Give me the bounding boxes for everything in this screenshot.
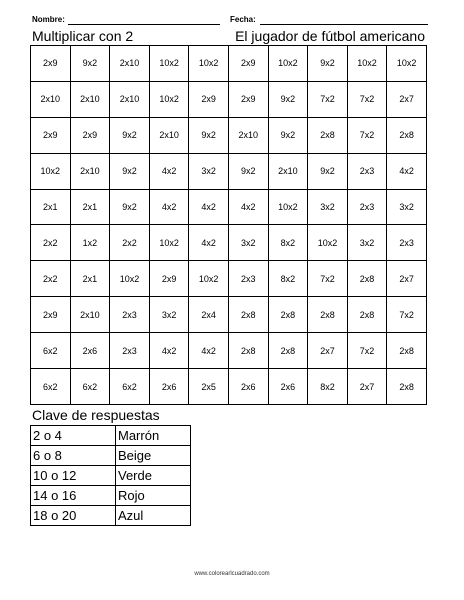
- grid-cell[interactable]: 2x2: [31, 261, 71, 297]
- grid-cell[interactable]: 8x2: [308, 369, 348, 405]
- grid-cell[interactable]: 2x8: [228, 297, 268, 333]
- grid-cell[interactable]: 2x10: [149, 117, 189, 153]
- grid-cell[interactable]: 2x6: [228, 369, 268, 405]
- answer-key-range: 18 o 20: [31, 506, 116, 526]
- grid-cell[interactable]: 2x8: [228, 333, 268, 369]
- grid-cell[interactable]: 9x2: [268, 81, 308, 117]
- answer-key-range: 14 o 16: [31, 486, 116, 506]
- answer-key-color: Azul: [116, 506, 191, 526]
- multiplication-grid: [30, 45, 427, 405]
- grid-cell[interactable]: 2x1: [31, 189, 71, 225]
- grid-cell[interactable]: 2x8: [387, 333, 427, 369]
- grid-cell[interactable]: 2x3: [347, 153, 387, 189]
- answer-key-range: 6 o 8: [31, 446, 116, 466]
- grid-cell[interactable]: 2x10: [70, 81, 110, 117]
- grid-cell[interactable]: 10x2: [308, 225, 348, 261]
- worksheet-title: Multiplicar con 2: [32, 28, 134, 44]
- grid-cell[interactable]: 2x10: [268, 153, 308, 189]
- grid-cell[interactable]: 10x2: [149, 46, 189, 82]
- grid-cell[interactable]: 3x2: [347, 225, 387, 261]
- grid-cell[interactable]: 8x2: [268, 225, 308, 261]
- name-line: [68, 24, 220, 25]
- grid-cell[interactable]: 2x3: [387, 225, 427, 261]
- grid-cell[interactable]: 6x2: [31, 369, 71, 405]
- grid-cell[interactable]: 3x2: [149, 297, 189, 333]
- grid-cell[interactable]: 4x2: [189, 189, 229, 225]
- name-label: Nombre:: [32, 15, 65, 24]
- grid-cell[interactable]: 7x2: [387, 297, 427, 333]
- grid-cell[interactable]: 9x2: [110, 189, 150, 225]
- grid-row: [31, 46, 427, 82]
- grid-cell[interactable]: 10x2: [268, 189, 308, 225]
- grid-cell[interactable]: 2x2: [110, 225, 150, 261]
- grid-cell[interactable]: 7x2: [347, 81, 387, 117]
- grid-row: [31, 225, 427, 261]
- grid-cell[interactable]: 2x9: [189, 81, 229, 117]
- date-line: [260, 24, 428, 25]
- grid-cell[interactable]: 10x2: [149, 225, 189, 261]
- grid-cell[interactable]: 2x3: [110, 333, 150, 369]
- grid-cell[interactable]: 2x3: [347, 189, 387, 225]
- answer-key-row: [31, 466, 191, 486]
- grid-cell[interactable]: 2x8: [308, 297, 348, 333]
- answer-key-color: Rojo: [116, 486, 191, 506]
- grid-row: [31, 261, 427, 297]
- grid-cell[interactable]: 4x2: [149, 153, 189, 189]
- grid-cell[interactable]: 2x4: [189, 297, 229, 333]
- grid-row: [31, 369, 427, 405]
- grid-row: [31, 297, 427, 333]
- grid-cell[interactable]: 2x9: [31, 46, 71, 82]
- grid-cell[interactable]: 4x2: [228, 189, 268, 225]
- grid-cell[interactable]: 2x1: [70, 189, 110, 225]
- header-row: [30, 12, 430, 26]
- grid-cell[interactable]: 2x6: [268, 369, 308, 405]
- grid-cell[interactable]: 2x9: [70, 117, 110, 153]
- grid-cell[interactable]: 3x2: [387, 189, 427, 225]
- grid-cell[interactable]: 9x2: [189, 117, 229, 153]
- answer-key-row: [31, 426, 191, 446]
- grid-cell[interactable]: 2x5: [189, 369, 229, 405]
- answer-key-table: [30, 425, 191, 526]
- grid-cell[interactable]: 10x2: [189, 261, 229, 297]
- grid-cell[interactable]: 2x10: [70, 153, 110, 189]
- grid-cell[interactable]: 2x7: [308, 333, 348, 369]
- grid-cell[interactable]: 2x3: [110, 297, 150, 333]
- grid-cell[interactable]: 2x9: [31, 117, 71, 153]
- grid-row: [31, 153, 427, 189]
- picture-title: El jugador de fútbol americano: [235, 28, 425, 44]
- grid-cell[interactable]: 9x2: [308, 46, 348, 82]
- grid-cell[interactable]: 2x9: [228, 81, 268, 117]
- grid-cell[interactable]: 2x3: [228, 261, 268, 297]
- grid-cell[interactable]: 2x6: [149, 369, 189, 405]
- answer-key-color: Marrón: [116, 426, 191, 446]
- grid-cell[interactable]: 4x2: [149, 333, 189, 369]
- grid-cell[interactable]: 7x2: [347, 333, 387, 369]
- grid-cell[interactable]: 9x2: [228, 153, 268, 189]
- grid-cell[interactable]: 8x2: [268, 261, 308, 297]
- footer-url: www.colorearlcuadrado.com: [194, 571, 270, 577]
- grid-cell[interactable]: 6x2: [31, 333, 71, 369]
- grid-cell[interactable]: 4x2: [387, 153, 427, 189]
- grid-cell[interactable]: 2x6: [70, 333, 110, 369]
- answer-key-range: 10 o 12: [31, 466, 116, 486]
- grid-cell[interactable]: 2x8: [308, 117, 348, 153]
- grid-cell[interactable]: 9x2: [110, 117, 150, 153]
- grid-cell[interactable]: 2x8: [268, 333, 308, 369]
- grid-cell[interactable]: 10x2: [268, 46, 308, 82]
- grid-cell[interactable]: 10x2: [387, 46, 427, 82]
- grid-cell[interactable]: 6x2: [70, 369, 110, 405]
- answer-key-title: Clave de respuestas: [32, 407, 160, 423]
- answer-key-row: [31, 506, 191, 526]
- grid-cell[interactable]: 9x2: [268, 117, 308, 153]
- grid-cell[interactable]: 2x10: [110, 81, 150, 117]
- grid-row: [31, 189, 427, 225]
- grid-cell[interactable]: 7x2: [347, 117, 387, 153]
- grid-cell[interactable]: 2x9: [31, 297, 71, 333]
- grid-cell[interactable]: 2x8: [347, 297, 387, 333]
- grid-cell[interactable]: 10x2: [149, 81, 189, 117]
- grid-cell[interactable]: 4x2: [189, 333, 229, 369]
- grid-cell[interactable]: 4x2: [189, 225, 229, 261]
- grid-cell[interactable]: 2x8: [387, 117, 427, 153]
- grid-cell[interactable]: 2x9: [228, 46, 268, 82]
- grid-cell[interactable]: 3x2: [308, 189, 348, 225]
- grid-cell[interactable]: 2x7: [347, 369, 387, 405]
- grid-cell[interactable]: 10x2: [189, 46, 229, 82]
- grid-cell[interactable]: 2x7: [387, 81, 427, 117]
- answer-key-color: Beige: [116, 446, 191, 466]
- grid-cell[interactable]: 2x10: [228, 117, 268, 153]
- grid-cell[interactable]: 4x2: [149, 189, 189, 225]
- grid-cell[interactable]: 7x2: [308, 81, 348, 117]
- grid-cell[interactable]: 2x10: [110, 46, 150, 82]
- grid-cell[interactable]: 2x8: [347, 261, 387, 297]
- grid-cell[interactable]: 2x7: [387, 261, 427, 297]
- grid-cell[interactable]: 10x2: [31, 153, 71, 189]
- date-label: Fecha:: [230, 15, 256, 24]
- grid-cell[interactable]: 10x2: [347, 46, 387, 82]
- grid-cell[interactable]: 2x2: [31, 225, 71, 261]
- grid-cell[interactable]: 2x9: [149, 261, 189, 297]
- grid-row: [31, 81, 427, 117]
- grid-cell[interactable]: 6x2: [110, 369, 150, 405]
- grid-cell[interactable]: 10x2: [110, 261, 150, 297]
- grid-cell[interactable]: 9x2: [308, 153, 348, 189]
- grid-cell[interactable]: 3x2: [228, 225, 268, 261]
- grid-row: [31, 333, 427, 369]
- grid-cell[interactable]: 2x8: [387, 369, 427, 405]
- grid-cell[interactable]: 7x2: [308, 261, 348, 297]
- answer-key-row: [31, 446, 191, 466]
- answer-key-row: [31, 486, 191, 506]
- grid-row: [31, 117, 427, 153]
- grid-cell[interactable]: 1x2: [70, 225, 110, 261]
- grid-cell[interactable]: 9x2: [70, 46, 110, 82]
- grid-cell[interactable]: 2x8: [268, 297, 308, 333]
- grid-cell[interactable]: 9x2: [110, 153, 150, 189]
- grid-cell[interactable]: 3x2: [189, 153, 229, 189]
- grid-cell[interactable]: 2x10: [70, 297, 110, 333]
- grid-cell[interactable]: 2x1: [70, 261, 110, 297]
- answer-key-range: 2 o 4: [31, 426, 116, 446]
- answer-key-color: Verde: [116, 466, 191, 486]
- grid-cell[interactable]: 2x10: [31, 81, 71, 117]
